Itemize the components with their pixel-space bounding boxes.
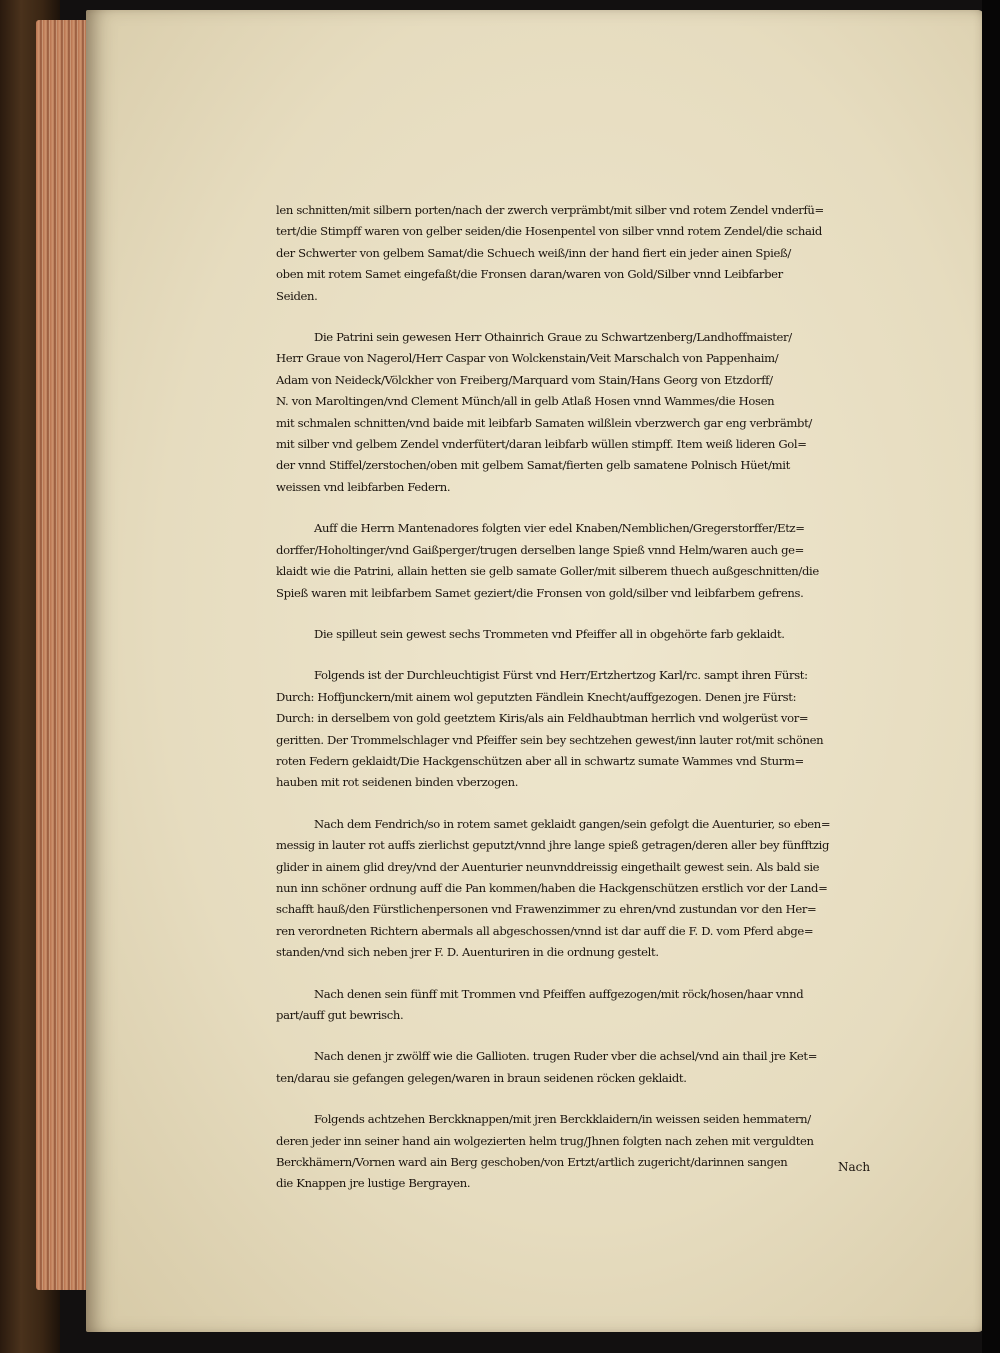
background-edge — [982, 0, 1000, 1353]
text-line: Durch: Hoffjunckern/mit ainem wol geputzten Fändlein Knecht/auffgezogen. Denen jre Fürst: — [276, 689, 797, 704]
paragraph — [276, 624, 886, 645]
text-line: glider in ainem glid drey/vnd der Auenturier neunvnddreissig eingethailt gewest sein. Als bald sie — [276, 859, 820, 874]
text-line: mit silber vnd gelbem Zendel vnderfütert/daran leibfarb wüllen stimpff. Item weiß lideren Gol= — [276, 437, 807, 452]
text-line: Spieß waren mit leibfarbem Samet geziert/die Fronsen von gold/silber vnd leibfarbem gefrens. — [276, 585, 804, 600]
text-line: part/auff gut bewrisch. — [276, 1008, 404, 1022]
text-line: dorffer/Hoholtinger/vnd Gaißperger/trugen derselben lange Spieß vnnd Helm/waren auch ge= — [276, 542, 805, 557]
text-line: Seiden. — [276, 288, 318, 303]
text-line: schafft hauß/den Fürstlichenpersonen vnd Frawenzimmer zu ehren/vnd zustundan vor den Her= — [276, 902, 817, 917]
catchword: Nach — [838, 1160, 871, 1174]
paragraph — [276, 518, 886, 604]
text-line: oben mit rotem Samet eingefaßt/die Fronsen daran/waren von Gold/Silber vnnd Leibfarber — [276, 267, 783, 282]
paragraph — [276, 814, 886, 964]
text-line: mit schmalen schnitten/vnd baide mit leibfarb Samaten wilßlein vberzwerch gar eng verbrämbt/ — [276, 415, 812, 430]
text-line: Nach denen jr zwölff wie die Gallioten. trugen Ruder vber die achsel/vnd ain thail jre Ket= — [314, 1049, 818, 1064]
text-line: Die Patrini sein gewesen Herr Othainrich Graue zu Schwartzenberg/Landhoffmaister/ — [314, 330, 792, 345]
text-line: Auff die Herrn Mantenadores folgten vier edel Knaben/Nemblichen/Gregerstorffer/Etz= — [314, 521, 805, 536]
text-line: standen/vnd sich neben jrer F. D. Auenturiren in die ordnung gestelt. — [276, 945, 659, 960]
paragraph — [276, 1109, 886, 1195]
text-line: tert/die Stimpff waren von gelber seiden/die Hosenpentel von silber vnnd rotem Zendel/die schaid — [276, 224, 822, 239]
text-line: geritten. Der Trommelschlager vnd Pfeiffer sein bey sechtzehen gewest/inn lauter rot/mit schönen — [276, 732, 824, 747]
text-line: Berckhämern/Vornen ward ain Berg geschoben/von Ertzt/artlich zugericht/darinnen sangen — [276, 1155, 788, 1170]
text-line: klaidt wie die Patrini, allain hetten sie gelb samate Goller/mit silberem thuech außgeschnitten/die — [276, 564, 819, 579]
text-line: Nach dem Fendrich/so in rotem samet geklaidt gangen/sein gefolgt die Auenturier, so eben= — [314, 816, 831, 831]
text-line: der vnnd Stiffel/zerstochen/oben mit gelbem Samat/fierten gelb samatene Polnisch Hüet/mit — [276, 458, 790, 473]
text-line: roten Federn geklaidt/Die Hackgenschützen aber all in schwartz sumate Wammes vnd Sturm= — [276, 753, 804, 768]
paragraph — [276, 200, 886, 307]
text-line: Die spilleut sein gewest sechs Trommeten vnd Pfeiffer all in obgehörte farb geklaidt. — [314, 626, 785, 641]
text-line: Folgends achtzehen Berckknappen/mit jren Berckklaidern/in weissen seiden hemmatern/ — [314, 1112, 811, 1127]
text-line: Durch: in derselbem von gold geetztem Kiris/als ain Feldhaubtman herrlich vnd wolgerüst vor= — [276, 711, 809, 726]
text-line: ren verordneten Richtern abermals all abgeschossen/vnnd ist dar auff die F. D. vom Pferd abge= — [276, 923, 814, 938]
paragraph — [276, 1046, 886, 1089]
page-text — [276, 200, 886, 1195]
paragraph — [276, 984, 886, 1027]
text-line: hauben mit rot seidenen binden vberzogen. — [276, 775, 519, 790]
text-line: messig in lauter rot auffs zierlichst geputzt/vnnd jhre lange spieß getragen/deren aller bey fünfftzig — [276, 838, 830, 853]
text-line: weissen vnd leibfarben Federn. — [276, 479, 451, 494]
text-line: die Knappen jre lustige Bergrayen. — [276, 1176, 471, 1191]
text-line: deren jeder inn seiner hand ain wolgezierten helm trug/Jhnen folgten nach zehen mit verguldten — [276, 1133, 814, 1148]
text-line: nun inn schöner ordnung auff die Pan kommen/haben die Hackgenschützen erstlich vor der Land= — [276, 880, 828, 895]
text-line: Folgends ist der Durchleuchtigist Fürst vnd Herr/Ertzhertzog Karl/rc. sampt ihren Fürst: — [314, 668, 808, 683]
paragraph — [276, 327, 886, 498]
text-line: ten/darau sie gefangen gelegen/waren in braun seidenen röcken geklaidt. — [276, 1070, 687, 1085]
text-line: Adam von Neideck/Völckher von Freiberg/Marquard vom Stain/Hans Georg von Etzdorff/ — [276, 372, 773, 387]
paragraph — [276, 665, 886, 793]
text-line: der Schwerter von gelbem Samat/die Schuech weiß/inn der hand fiert ein jeder ainen Spieß/ — [276, 245, 791, 260]
text-line: len schnitten/mit silbern porten/nach der zwerch verprämbt/mit silber vnd rotem Zendel vnderfü= — [276, 203, 824, 217]
text-line: Nach denen sein fünff mit Trommen vnd Pfeiffen auffgezogen/mit röck/hosen/haar vnnd — [314, 986, 804, 1001]
text-line: Herr Graue von Nagerol/Herr Caspar von Wolckenstain/Veit Marschalch von Pappenhaim/ — [276, 351, 779, 366]
text-line: N. von Maroltingen/vnd Clement Münch/all in gelb Atlaß Hosen vnnd Wammes/die Hosen — [276, 394, 775, 409]
